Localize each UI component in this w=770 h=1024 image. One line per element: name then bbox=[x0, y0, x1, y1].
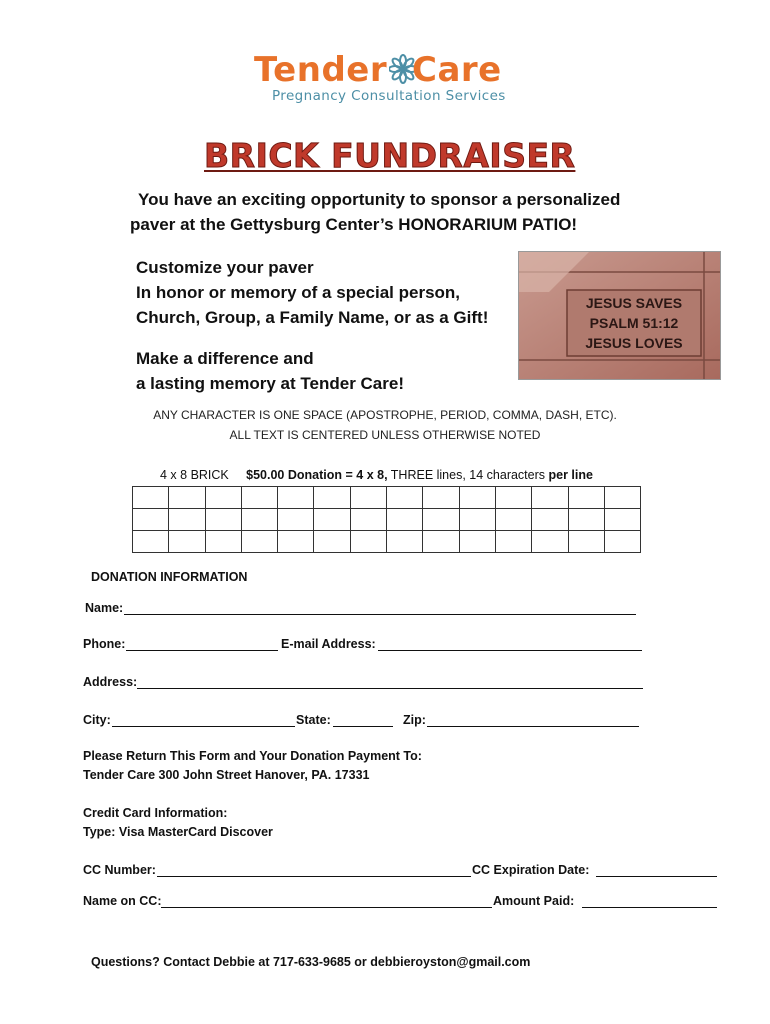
logo-word-tender: Tender bbox=[254, 50, 388, 90]
grid-cell[interactable] bbox=[387, 531, 423, 553]
amount-paid-field[interactable] bbox=[582, 907, 717, 908]
brick-size: 4 x 8 BRICK bbox=[160, 468, 229, 482]
brick-per-line: per line bbox=[548, 468, 593, 482]
grid-cell[interactable] bbox=[169, 487, 205, 509]
grid-cell[interactable] bbox=[604, 531, 640, 553]
grid-row bbox=[133, 487, 641, 509]
grid-cell[interactable] bbox=[278, 509, 314, 531]
brick-photo-graphic bbox=[519, 252, 720, 379]
cc-name-label: Name on CC: bbox=[83, 894, 162, 908]
grid-cell[interactable] bbox=[459, 509, 495, 531]
customize-line-1: Customize your paver bbox=[136, 258, 314, 277]
grid-cell[interactable] bbox=[423, 487, 459, 509]
intro-line-2: paver at the Gettysburg Center’s HONORARIUM PATIO! bbox=[130, 215, 578, 234]
address-field[interactable] bbox=[137, 688, 643, 689]
grid-cell[interactable] bbox=[459, 531, 495, 553]
phone-label: Phone: bbox=[83, 637, 126, 651]
grid-cell[interactable] bbox=[350, 487, 386, 509]
cc-expiration-field[interactable] bbox=[596, 876, 717, 877]
grid-cell[interactable] bbox=[241, 531, 277, 553]
state-label: State: bbox=[296, 713, 331, 727]
grid-cell[interactable] bbox=[604, 509, 640, 531]
customize-line-3: Church, Group, a Family Name, or as a Gift! bbox=[136, 308, 489, 327]
return-line-2: Tender Care 300 John Street Hanover, PA. 17331 bbox=[83, 768, 370, 782]
brick-text-line-2: PSALM 51:12 bbox=[589, 315, 679, 331]
difference-line-2: a lasting memory at Tender Care! bbox=[136, 374, 404, 393]
logo-word-care: Care bbox=[412, 50, 502, 90]
brick-donation: $50.00 Donation = 4 x 8, bbox=[246, 468, 388, 482]
brick-option-label bbox=[160, 468, 593, 482]
brick-text-line-3: JESUS LOVES bbox=[585, 335, 683, 351]
brick-photo bbox=[518, 251, 721, 380]
address-label: Address: bbox=[83, 675, 138, 689]
state-field[interactable] bbox=[333, 726, 393, 727]
grid-cell[interactable] bbox=[314, 509, 350, 531]
logo-subtitle: Pregnancy Consultation Services bbox=[272, 88, 506, 104]
grid-cell[interactable] bbox=[133, 531, 169, 553]
grid-cell[interactable] bbox=[387, 487, 423, 509]
grid-cell[interactable] bbox=[568, 487, 604, 509]
donation-heading: DONATION INFORMATION bbox=[91, 570, 248, 584]
note-line-1: ANY CHARACTER IS ONE SPACE (APOSTROPHE, PERIOD, COMMA, DASH, ETC). bbox=[153, 408, 617, 422]
grid-cell[interactable] bbox=[169, 509, 205, 531]
note-line-2: ALL TEXT IS CENTERED UNLESS OTHERWISE NOTED bbox=[229, 428, 541, 442]
grid-cell[interactable] bbox=[423, 509, 459, 531]
return-line-1: Please Return This Form and Your Donation Payment To: bbox=[83, 749, 422, 763]
grid-cell[interactable] bbox=[314, 531, 350, 553]
email-field[interactable] bbox=[378, 650, 642, 651]
grid-cell[interactable] bbox=[133, 487, 169, 509]
cc-number-field[interactable] bbox=[157, 876, 471, 877]
grid-cell[interactable] bbox=[169, 531, 205, 553]
difference-paragraph bbox=[136, 346, 404, 396]
character-grid[interactable] bbox=[132, 486, 641, 553]
grid-cell[interactable] bbox=[532, 509, 568, 531]
grid-cell[interactable] bbox=[495, 531, 531, 553]
grid-cell[interactable] bbox=[205, 509, 241, 531]
grid-cell[interactable] bbox=[568, 509, 604, 531]
grid-cell[interactable] bbox=[387, 509, 423, 531]
grid-cell[interactable] bbox=[459, 487, 495, 509]
grid-cell[interactable] bbox=[495, 509, 531, 531]
page-title: BRICK FUNDRAISER bbox=[204, 136, 576, 175]
contact-line: Questions? Contact Debbie at 717-633-9685 or debbieroyston@gmail.com bbox=[91, 955, 531, 969]
credit-card-types: Type: Visa MasterCard Discover bbox=[83, 825, 273, 839]
phone-field[interactable] bbox=[126, 650, 278, 651]
grid-row bbox=[133, 509, 641, 531]
amount-paid-label: Amount Paid: bbox=[493, 894, 575, 908]
grid-cell[interactable] bbox=[532, 531, 568, 553]
difference-line-1: Make a difference and bbox=[136, 349, 314, 368]
customize-paragraph bbox=[136, 255, 488, 330]
grid-cell[interactable] bbox=[205, 487, 241, 509]
zip-field[interactable] bbox=[427, 726, 639, 727]
email-label: E-mail Address: bbox=[281, 637, 376, 651]
grid-cell[interactable] bbox=[241, 487, 277, 509]
city-field[interactable] bbox=[112, 726, 295, 727]
grid-cell[interactable] bbox=[278, 487, 314, 509]
name-field[interactable] bbox=[124, 614, 636, 615]
grid-cell[interactable] bbox=[604, 487, 640, 509]
brick-lines: THREE lines, 14 characters bbox=[387, 468, 549, 482]
grid-cell[interactable] bbox=[278, 531, 314, 553]
grid-cell[interactable] bbox=[133, 509, 169, 531]
customize-line-2: In honor or memory of a special person, bbox=[136, 283, 461, 302]
grid-cell[interactable] bbox=[205, 531, 241, 553]
name-label: Name: bbox=[85, 601, 124, 615]
grid-cell[interactable] bbox=[532, 487, 568, 509]
intro-line-1: You have an exciting opportunity to sponsor a personalized bbox=[138, 190, 621, 209]
cc-number-label: CC Number: bbox=[83, 863, 156, 877]
city-label: City: bbox=[83, 713, 111, 727]
grid-cell[interactable] bbox=[241, 509, 277, 531]
grid-cell[interactable] bbox=[350, 509, 386, 531]
grid-cell[interactable] bbox=[423, 531, 459, 553]
grid-cell[interactable] bbox=[568, 531, 604, 553]
grid-cell[interactable] bbox=[495, 487, 531, 509]
grid-row bbox=[133, 531, 641, 553]
brick-text-line-1: JESUS SAVES bbox=[585, 295, 683, 311]
zip-label: Zip: bbox=[403, 713, 426, 727]
cc-name-field[interactable] bbox=[161, 907, 492, 908]
cc-expiration-label: CC Expiration Date: bbox=[472, 863, 590, 877]
credit-card-heading: Credit Card Information: bbox=[83, 806, 228, 820]
logo bbox=[252, 50, 522, 110]
grid-cell[interactable] bbox=[314, 487, 350, 509]
grid-cell[interactable] bbox=[350, 531, 386, 553]
